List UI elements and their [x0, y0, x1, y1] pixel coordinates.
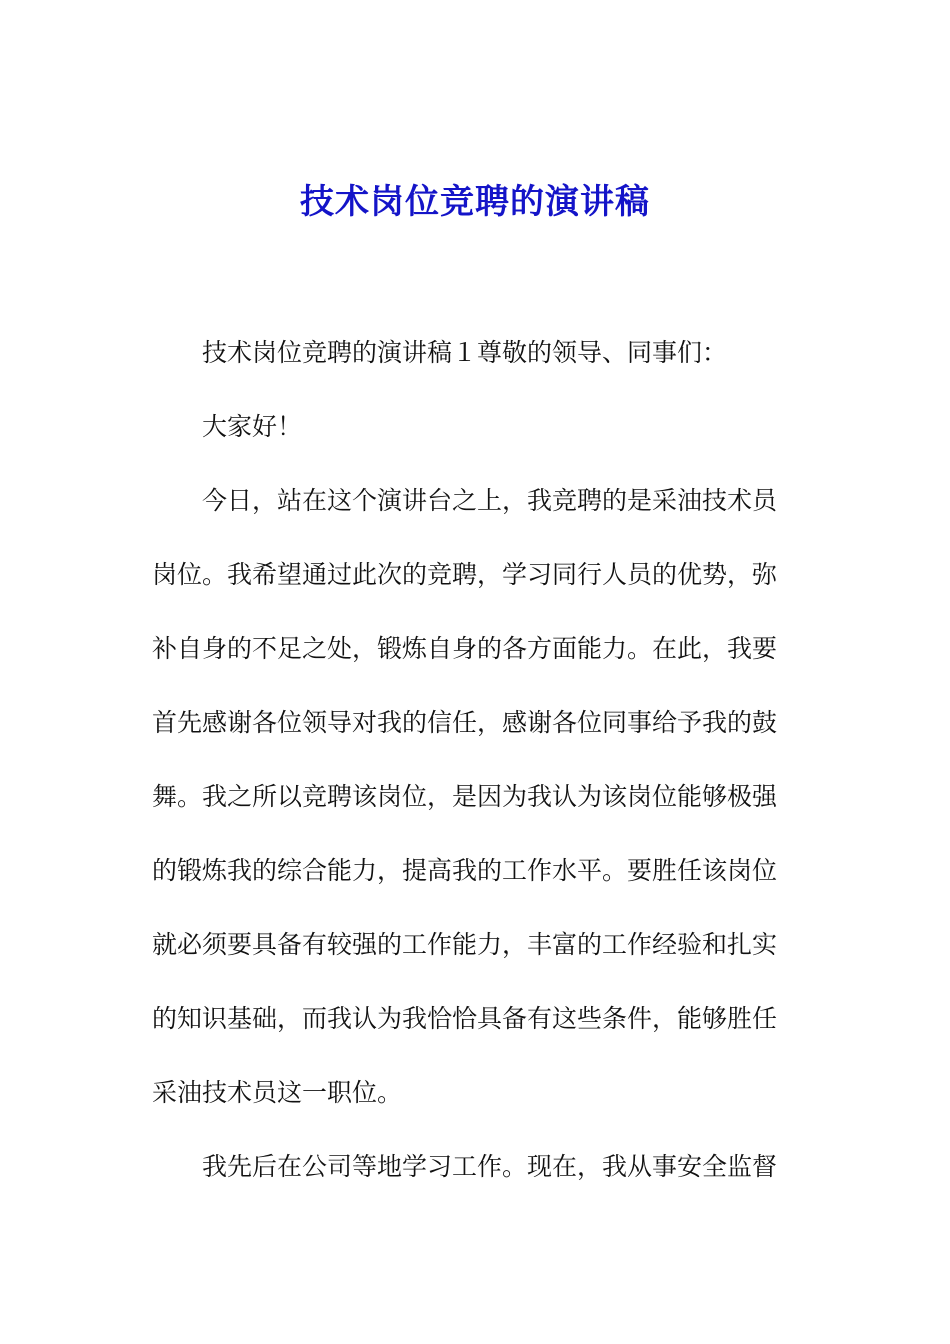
paragraph-line: 就必须要具备有较强的工作能力，丰富的工作经验和扎实: [152, 930, 778, 959]
paragraph-line: 技术岗位竞聘的演讲稿１尊敬的领导、同事们：: [202, 338, 728, 367]
document-body: [152, 326, 792, 1214]
paragraph-line: 采油技术员这一职位。: [152, 1078, 403, 1107]
paragraph-line: 今日，站在这个演讲台之上，我竞聘的是采油技术员: [202, 486, 778, 515]
paragraph-line: 首先感谢各位领导对我的信任，感谢各位同事给予我的鼓: [152, 708, 778, 737]
paragraph-line: 岗位。我希望通过此次的竞聘，学习同行人员的优势，弥: [152, 560, 778, 589]
document-title: 技术岗位竞聘的演讲稿: [300, 182, 650, 222]
paragraph-line: 大家好！: [202, 412, 303, 441]
paragraph-line: 的知识基础，而我认为我恰恰具备有这些条件，能够胜任: [152, 1004, 778, 1033]
paragraph-line: 我先后在公司等地学习工作。现在，我从事安全监督: [202, 1152, 778, 1181]
paragraph-line: 舞。我之所以竞聘该岗位，是因为我认为该岗位能够极强: [152, 782, 778, 811]
paragraph-line: 补自身的不足之处，锻炼自身的各方面能力。在此，我要: [152, 634, 778, 663]
paragraph-line: 的锻炼我的综合能力，提高我的工作水平。要胜任该岗位: [152, 856, 778, 885]
